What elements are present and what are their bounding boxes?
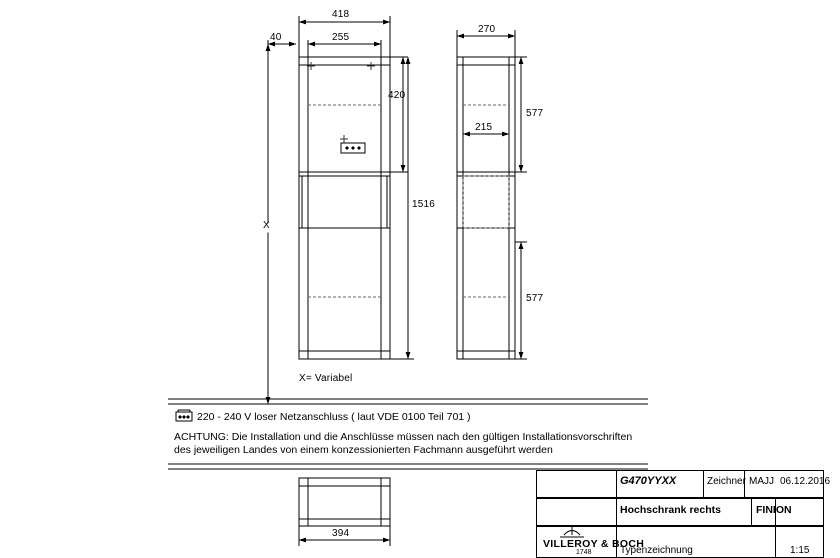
article-number: G470YYXX bbox=[620, 475, 677, 487]
dim-side-depth: 270 bbox=[478, 24, 496, 35]
dim-side-depth-inner: 215 bbox=[475, 122, 493, 133]
title-block-divider-2 bbox=[703, 470, 704, 498]
drawing-date: 06.12.2016 bbox=[780, 476, 831, 487]
brand-name: VILLEROY & BOCH bbox=[543, 538, 645, 550]
drawing-type: Typenzeichnung bbox=[620, 545, 693, 556]
dim-front-height-total: 1516 bbox=[412, 199, 436, 210]
dim-front-width-inner: 255 bbox=[332, 32, 350, 43]
dim-front-height-upper: 420 bbox=[388, 90, 406, 101]
dim-variable-marker: X bbox=[263, 220, 270, 231]
title-block-divider-5 bbox=[751, 498, 752, 526]
product-name: Hochschrank rechts bbox=[620, 504, 721, 516]
dim-front-width-total: 418 bbox=[332, 9, 350, 20]
dim-side-height-lower: 577 bbox=[526, 293, 544, 304]
brand-year: 1748 bbox=[576, 549, 592, 556]
scale-value: 1:15 bbox=[790, 545, 810, 556]
dim-top-width: 394 bbox=[332, 528, 350, 539]
series-name: FINION bbox=[756, 504, 792, 516]
warning-note-line1: ACHTUNG: Die Installation und die Anschlüsse müssen nach den gültigen Installationsvorschriften bbox=[174, 431, 633, 443]
variable-note: X= Variabel bbox=[299, 373, 353, 384]
power-connection-note: 220 - 240 V loser Netzanschluss ( laut VDE 0100 Teil 701 ) bbox=[197, 411, 471, 423]
drawer-label: Zeichner bbox=[707, 476, 746, 487]
dim-side-height-upper: 577 bbox=[526, 108, 544, 119]
drawer-name: MAJJ bbox=[749, 476, 774, 487]
dim-front-offset-top: 40 bbox=[270, 32, 282, 43]
warning-note-line2: des jeweiligen Landes von einem konzessionierten Fachmann ausgeführt werden bbox=[174, 444, 553, 456]
